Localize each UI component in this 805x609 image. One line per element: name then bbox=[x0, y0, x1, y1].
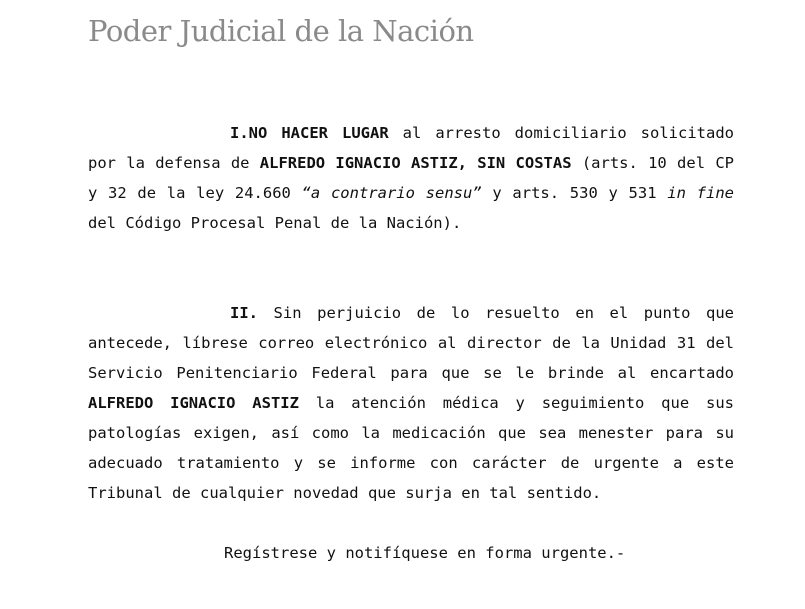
latin-phrase: “a contrario sensu” bbox=[301, 184, 482, 202]
paragraph-text: Sin perjuicio de lo resuelto en el punto que antecede, líbrese correo electrónico al director de la Unidad 31 del Servicio Penitenciario Federal para que se le brinde al encartado bbox=[88, 304, 734, 382]
latin-phrase: in fine bbox=[667, 184, 734, 202]
resolution-paragraph-1 bbox=[88, 118, 734, 238]
closing-text: Regístrese y notifíquese en forma urgente.- bbox=[224, 544, 626, 562]
ruling-lead: NO HACER LUGAR bbox=[248, 124, 389, 142]
paragraph-text: del Código Procesal Penal de la Nación). bbox=[88, 214, 462, 232]
paragraph-numeral: II. bbox=[230, 304, 258, 322]
paragraph-text: al arresto domiciliario solicitado por la defensa de bbox=[88, 124, 734, 172]
resolution-paragraph-2 bbox=[88, 298, 734, 508]
paragraph-text: la atención médica y seguimiento que sus patologías exigen, así como la medicación que sea menester para su adecuado tratamiento y se informe con carácter de urgente a este Tribunal de cualquier novedad que surja en tal sentido. bbox=[88, 394, 734, 502]
paragraph-numeral: I. bbox=[230, 124, 249, 142]
defendant-name: ALFREDO IGNACIO ASTIZ, SIN COSTAS bbox=[259, 154, 572, 172]
page-header-title: Poder Judicial de la Nación bbox=[88, 14, 474, 48]
paragraph-text: (arts. 10 del CP y 32 de la ley 24.660 bbox=[88, 154, 734, 202]
defendant-name: ALFREDO IGNACIO ASTIZ bbox=[88, 394, 299, 412]
closing-line bbox=[88, 538, 734, 568]
paragraph-text: y arts. 530 y 531 bbox=[481, 184, 668, 202]
